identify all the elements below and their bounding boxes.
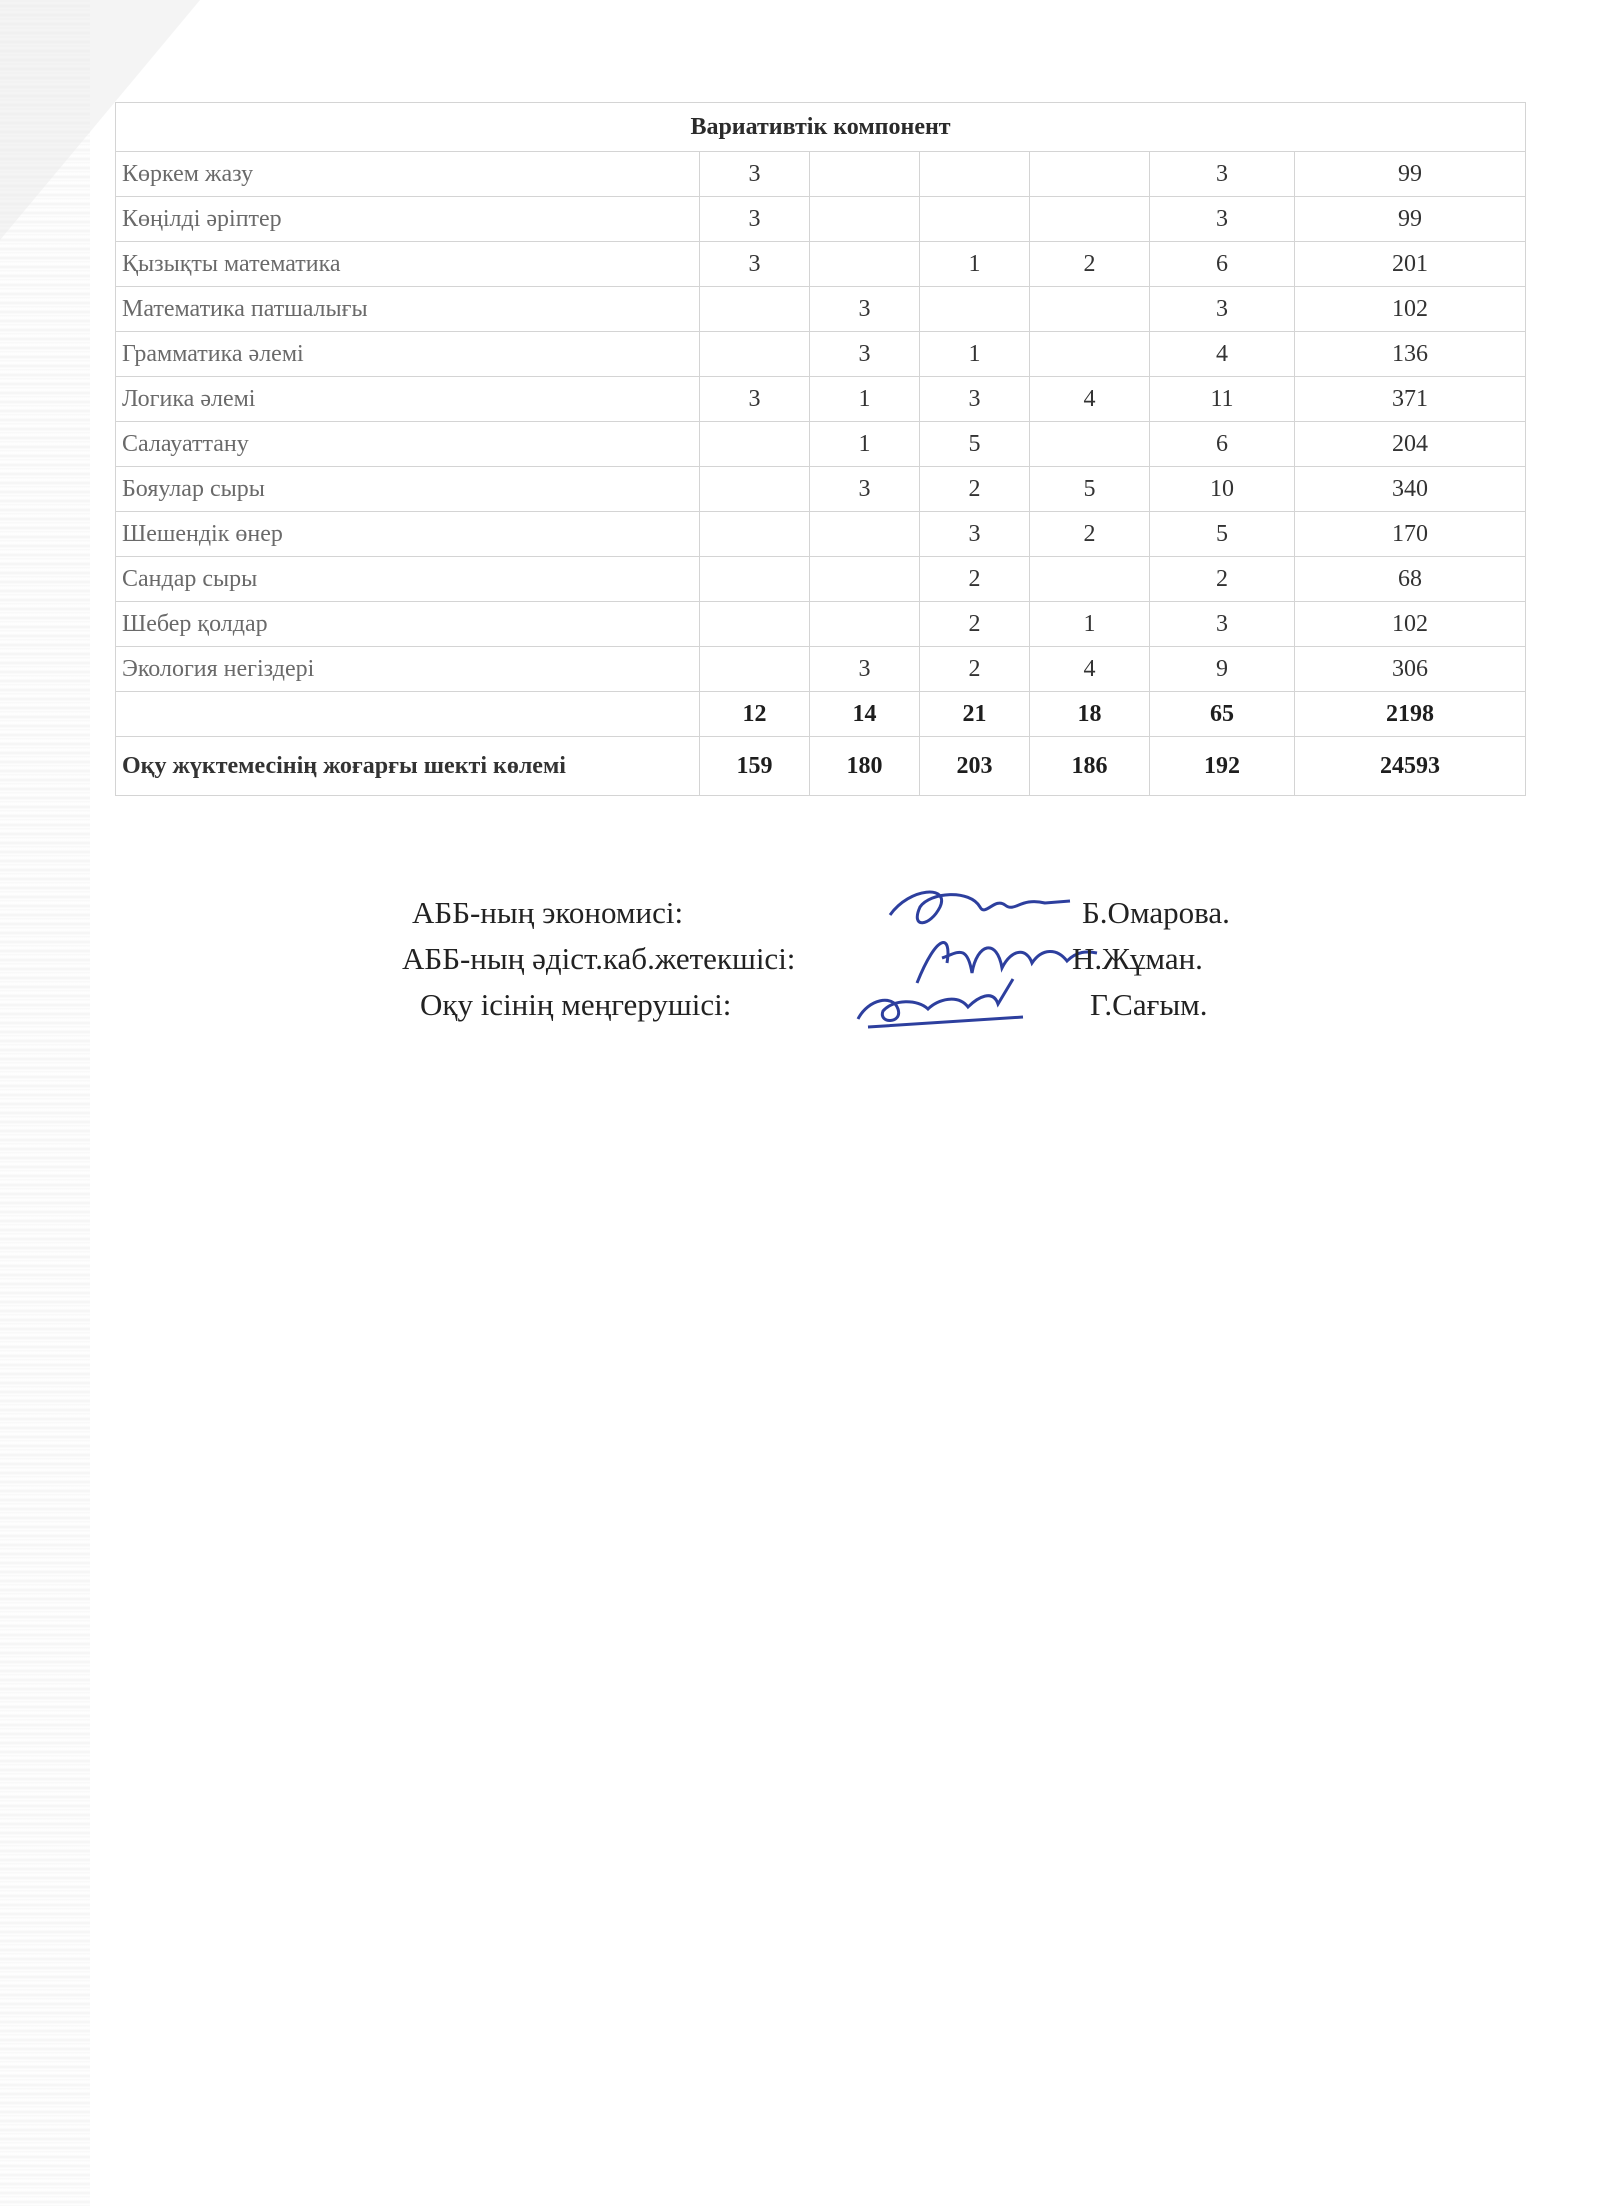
value-cell bbox=[700, 557, 810, 602]
value-cell: 6 bbox=[1150, 242, 1295, 287]
signature-block bbox=[380, 895, 1280, 1033]
value-cell bbox=[700, 602, 810, 647]
value-cell: 3 bbox=[920, 377, 1030, 422]
value-cell: 102 bbox=[1295, 287, 1526, 332]
value-cell: 10 bbox=[1150, 467, 1295, 512]
value-cell: 3 bbox=[700, 377, 810, 422]
table-row bbox=[116, 242, 1526, 287]
value-cell bbox=[700, 287, 810, 332]
value-cell: 2 bbox=[1030, 242, 1150, 287]
table-row bbox=[116, 152, 1526, 197]
signature-role: АББ-ның әдіст.каб.жетекшісі: bbox=[402, 941, 796, 976]
value-cell: 3 bbox=[920, 512, 1030, 557]
table-row bbox=[116, 287, 1526, 332]
value-cell bbox=[1030, 197, 1150, 242]
scan-edge-shadow bbox=[0, 0, 90, 2206]
value-cell: 3 bbox=[700, 242, 810, 287]
subject-name-cell: Математика патшалығы bbox=[116, 287, 700, 332]
subject-name-cell bbox=[116, 692, 700, 737]
totals-row bbox=[116, 692, 1526, 737]
table-row bbox=[116, 602, 1526, 647]
value-cell bbox=[810, 197, 920, 242]
value-cell: 201 bbox=[1295, 242, 1526, 287]
table-row bbox=[116, 197, 1526, 242]
value-cell: 65 bbox=[1150, 692, 1295, 737]
max-load-row bbox=[116, 737, 1526, 796]
value-cell: 340 bbox=[1295, 467, 1526, 512]
subject-name-cell: Сандар сыры bbox=[116, 557, 700, 602]
value-cell: 170 bbox=[1295, 512, 1526, 557]
value-cell: 68 bbox=[1295, 557, 1526, 602]
value-cell: 2 bbox=[920, 602, 1030, 647]
value-cell: 3 bbox=[810, 332, 920, 377]
value-cell bbox=[920, 197, 1030, 242]
value-cell: 99 bbox=[1295, 197, 1526, 242]
value-cell bbox=[810, 152, 920, 197]
value-cell: 204 bbox=[1295, 422, 1526, 467]
value-cell: 3 bbox=[1150, 197, 1295, 242]
value-cell bbox=[1030, 287, 1150, 332]
subject-name-cell: Көркем жазу bbox=[116, 152, 700, 197]
table-row bbox=[116, 467, 1526, 512]
value-cell bbox=[810, 602, 920, 647]
value-cell bbox=[700, 467, 810, 512]
value-cell bbox=[810, 557, 920, 602]
signature-name: Г.Сағым. bbox=[1090, 987, 1208, 1022]
table-row bbox=[116, 377, 1526, 422]
value-cell: 1 bbox=[920, 242, 1030, 287]
signature-role: АББ-ның экономисі: bbox=[412, 895, 684, 930]
value-cell: 2 bbox=[920, 467, 1030, 512]
variative-component-table bbox=[115, 102, 1526, 796]
value-cell: 1 bbox=[810, 422, 920, 467]
subject-name-cell: Бояулар сыры bbox=[116, 467, 700, 512]
value-cell: 4 bbox=[1030, 377, 1150, 422]
subject-name-cell: Қызықты математика bbox=[116, 242, 700, 287]
value-cell: 306 bbox=[1295, 647, 1526, 692]
signature-line bbox=[412, 895, 1312, 941]
signature-role: Оқу ісінің меңгерушісі: bbox=[420, 987, 732, 1022]
signature-name: Н.Жұман. bbox=[1072, 941, 1203, 976]
value-cell: 9 bbox=[1150, 647, 1295, 692]
value-cell: 371 bbox=[1295, 377, 1526, 422]
subject-name-cell: Шешендік өнер bbox=[116, 512, 700, 557]
value-cell: 1 bbox=[810, 377, 920, 422]
value-cell: 99 bbox=[1295, 152, 1526, 197]
value-cell: 5 bbox=[1030, 467, 1150, 512]
value-cell bbox=[700, 647, 810, 692]
value-cell: 2 bbox=[1150, 557, 1295, 602]
table-row bbox=[116, 332, 1526, 377]
section-header-row bbox=[116, 103, 1526, 152]
value-cell: 6 bbox=[1150, 422, 1295, 467]
value-cell: 159 bbox=[700, 737, 810, 796]
value-cell bbox=[1030, 422, 1150, 467]
value-cell: 5 bbox=[1150, 512, 1295, 557]
value-cell: 3 bbox=[1150, 602, 1295, 647]
value-cell bbox=[810, 242, 920, 287]
value-cell bbox=[810, 512, 920, 557]
value-cell bbox=[700, 332, 810, 377]
value-cell: 21 bbox=[920, 692, 1030, 737]
value-cell bbox=[700, 422, 810, 467]
value-cell: 18 bbox=[1030, 692, 1150, 737]
value-cell: 14 bbox=[810, 692, 920, 737]
value-cell: 4 bbox=[1030, 647, 1150, 692]
subject-name-cell: Логика әлемі bbox=[116, 377, 700, 422]
subject-name-cell: Көңілді әріптер bbox=[116, 197, 700, 242]
value-cell: 24593 bbox=[1295, 737, 1526, 796]
value-cell: 2 bbox=[920, 557, 1030, 602]
value-cell: 102 bbox=[1295, 602, 1526, 647]
section-title: Вариативтік компонент bbox=[116, 103, 1526, 152]
value-cell bbox=[1030, 557, 1150, 602]
subject-name-cell: Шебер қолдар bbox=[116, 602, 700, 647]
value-cell: 5 bbox=[920, 422, 1030, 467]
signature-name: Б.Омарова. bbox=[1082, 895, 1230, 930]
value-cell: 186 bbox=[1030, 737, 1150, 796]
table-row bbox=[116, 422, 1526, 467]
value-cell bbox=[1030, 332, 1150, 377]
value-cell: 2 bbox=[920, 647, 1030, 692]
value-cell bbox=[920, 287, 1030, 332]
value-cell: 2 bbox=[1030, 512, 1150, 557]
value-cell: 4 bbox=[1150, 332, 1295, 377]
table-row bbox=[116, 647, 1526, 692]
subject-name-cell: Оқу жүктемесінің жоғарғы шекті көлемі bbox=[116, 737, 700, 796]
table-row bbox=[116, 557, 1526, 602]
value-cell: 1 bbox=[920, 332, 1030, 377]
value-cell: 2198 bbox=[1295, 692, 1526, 737]
signature-line bbox=[420, 987, 1320, 1033]
value-cell: 180 bbox=[810, 737, 920, 796]
table-row bbox=[116, 512, 1526, 557]
value-cell: 1 bbox=[1030, 602, 1150, 647]
value-cell: 3 bbox=[1150, 287, 1295, 332]
handwritten-signature-icon bbox=[848, 969, 1058, 1039]
value-cell: 12 bbox=[700, 692, 810, 737]
value-cell: 203 bbox=[920, 737, 1030, 796]
value-cell: 136 bbox=[1295, 332, 1526, 377]
value-cell: 3 bbox=[1150, 152, 1295, 197]
value-cell: 3 bbox=[700, 197, 810, 242]
value-cell: 192 bbox=[1150, 737, 1295, 796]
value-cell bbox=[700, 512, 810, 557]
subject-name-cell: Грамматика әлемі bbox=[116, 332, 700, 377]
table-body bbox=[116, 103, 1526, 796]
value-cell: 3 bbox=[810, 467, 920, 512]
value-cell: 3 bbox=[810, 287, 920, 332]
value-cell bbox=[1030, 152, 1150, 197]
value-cell: 3 bbox=[700, 152, 810, 197]
value-cell: 11 bbox=[1150, 377, 1295, 422]
subject-name-cell: Экология негіздері bbox=[116, 647, 700, 692]
value-cell bbox=[920, 152, 1030, 197]
value-cell: 3 bbox=[810, 647, 920, 692]
subject-name-cell: Салауаттану bbox=[116, 422, 700, 467]
